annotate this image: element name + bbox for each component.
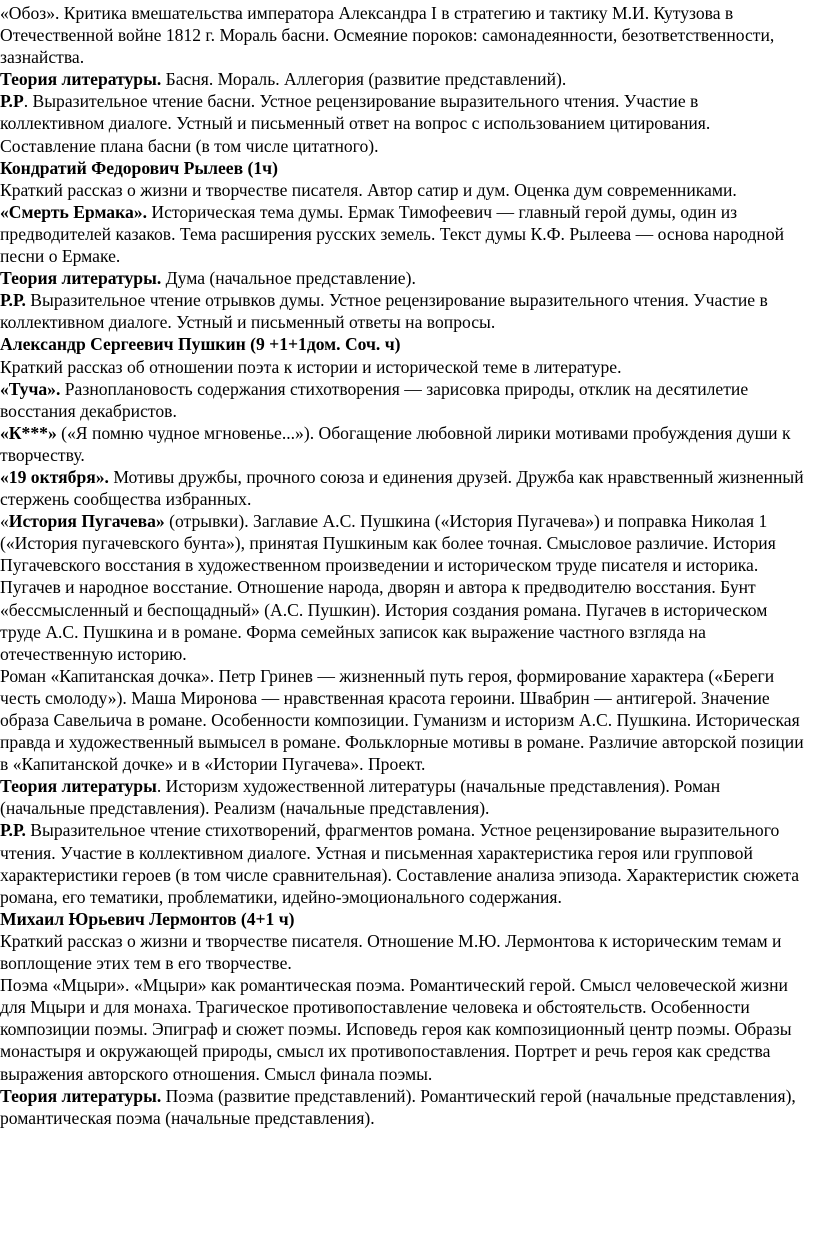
paragraph-text: Краткий рассказ о жизни и творчестве писателя. Отношение М.Ю. Лермонтова к историческим темам и воплощение этих тем в его творчестве. <box>0 930 782 974</box>
heading-label: Теория литературы. <box>0 69 162 90</box>
paragraph-tucha <box>0 378 804 422</box>
paragraph-theory-roman <box>0 775 804 819</box>
paragraph-theory-basnya <box>0 68 804 90</box>
paragraph-text: («Я помню чудное мгновенье...»). Обогащение любовной лирики мотивами пробуждения души к творчеству. <box>0 422 791 465</box>
paragraph-text: Мотивы дружбы, прочного союза и единения друзей. Дружба как нравственный жизненный стержень сообщества избранных. <box>0 466 804 510</box>
paragraph-oboz <box>0 2 804 68</box>
paragraph-text: . Историзм художественной литературы (начальные представления). Роман (начальные представления). Реализм (начальные представления). <box>0 776 721 819</box>
paragraph-theory-poema <box>0 1085 804 1129</box>
paragraph-smert-ermaka <box>0 201 804 267</box>
paragraph-text: Поэма (развитие представлений). Романтический герой (начальные представления), романтическая поэма (начальные представления). <box>0 1085 796 1128</box>
section-heading-lermontov <box>0 908 804 930</box>
paragraph-text: Разноплановость содержания стихотворения — зарисовка природы, отклик на десятилетие восстания декабристов. <box>0 378 749 421</box>
section-title: Александр Сергеевич Пушкин (9 +1+1дом. Соч. ч) <box>0 334 401 355</box>
section-title: Михаил Юрьевич Лермонтов (4+1 ч) <box>0 908 295 929</box>
paragraph-rr-basnya <box>0 90 804 156</box>
paragraph-rr-roman <box>0 819 804 907</box>
paragraph-lermontov-bio <box>0 930 804 974</box>
paragraph-text: Басня. Мораль. Аллегория (развитие представлений). <box>161 69 567 90</box>
paragraph-text: . Выразительное чтение басни. Устное рецензирование выразительного чтения. Участие в коллективном диалоге. Устный и письменный ответ на вопрос с использованием цитирования. Составление плана басни (в том числе цитатного). <box>0 91 711 156</box>
paragraph-pushkin-intro <box>0 356 804 378</box>
section-title: Кондратий Федорович Рылеев (1ч) <box>0 157 278 178</box>
paragraph-rr-duma <box>0 289 804 333</box>
work-title: «К***» <box>0 422 57 443</box>
paragraph-text: « <box>0 511 9 532</box>
paragraph-text: Краткий рассказ о жизни и творчестве писателя. Автор сатир и дум. Оценка дум современниками. <box>0 179 737 200</box>
heading-label: Теория литературы. <box>0 268 162 289</box>
paragraph-text: Историческая тема думы. Ермак Тимофеевич — главный герой думы, один из предводителей казаков. Тема расширения русских земель. Текст думы К.Ф. Рылеева — основа народной песни о Ермаке. <box>0 201 785 267</box>
heading-label: Теория литературы <box>0 776 157 797</box>
paragraph-text: (отрывки). Заглавие А.С. Пушкина («История Пугачева») и поправка Николая 1 («История пугачевского бунта»), принятая Пушкиным как более точная. Смысловое различие. История Пугачевского восстания в художественном произведении и историческом труде писателя и историка. Пугачев и народное восстание. Отношение народа, дворян и автора к предводителю восстания. Бунт «бессмысленный и беспощадный» (А.С. Пушкин). История создания романа. Пугачев в историческом труде А.С. Пушкина и в романе. Форма семейных записок как выражение частного взгляда на отечественную историю. <box>0 511 776 664</box>
paragraph-text: «Обоз». Критика вмешательства императора Александра I в стратегию и тактику М.И. Кутузова в Отечественной войне 1812 г. Мораль басни. Осмеяние пороков: самонадеянности, безответственности, зазнайства. <box>0 3 775 68</box>
paragraph-text: Поэма «Мцыри». «Мцыри» как романтическая поэма. Романтический герой. Смысл человеческой жизни для Мцыри и для монаха. Трагическое противопоставление человека и обстоятельств. Особенности композиции поэмы. Эпиграф и сюжет поэмы. Исповедь героя как композиционный центр поэмы. Образы монастыря и окружающей природы, смысл их противопоставления. Портрет и речь героя как средства выражения авторского отношения. Смысл финала поэмы. <box>0 975 792 1084</box>
work-title: «Смерть Ермака». <box>0 201 147 222</box>
heading-label: Теория литературы. <box>0 1085 162 1106</box>
paragraph-text: Выразительное чтение стихотворений, фрагментов романа. Устное рецензирование выразительного чтения. Участие в коллективном диалоге. Устная и письменная характеристика героя или групповой характеристики героев (в том числе сравнительная). Составление анализа эпизода. Характеристик сюжета романа, его тематики, проблематики, идейно-эмоционального содержания. <box>0 820 800 907</box>
paragraph-19-oktyabrya <box>0 466 804 510</box>
paragraph-text: Краткий рассказ об отношении поэта к истории и исторической теме в литературе. <box>0 356 622 377</box>
section-heading-pushkin <box>0 333 804 355</box>
paragraph-text: Роман «Капитанская дочка». Петр Гринев — жизненный путь героя, формирование характера («Береги честь смолоду»). Маша Миронова — нравственная красота героини. Швабрин — антигерой. Значение образа Савельича в романе. Особенности композиции. Гуманизм и историзм А.С. Пушкина. Историческая правда и художественный вымысел в романе. Фольклорные мотивы в романе. Различие авторской позиции в «Капитанской дочке» и в «Истории Пугачева». Проект. <box>0 665 804 775</box>
heading-label: Р.Р. <box>0 820 26 841</box>
paragraph-kapitanskaya-dochka <box>0 665 804 775</box>
work-title: «Туча». <box>0 378 61 399</box>
paragraph-text: Выразительное чтение отрывков думы. Устное рецензирование выразительного чтения. Участие в коллективном диалоге. Устный и письменный ответы на вопросы. <box>0 290 768 333</box>
paragraph-text: Дума (начальное представление). <box>161 268 416 289</box>
work-title: «19 октября». <box>0 466 109 487</box>
heading-label: Р.Р. <box>0 290 26 311</box>
work-title: История Пугачева» <box>8 511 165 532</box>
heading-label: Р.Р <box>0 91 24 112</box>
paragraph-k-star <box>0 422 804 466</box>
paragraph-theory-duma <box>0 267 804 289</box>
paragraph-ryleev-bio <box>0 179 804 201</box>
paragraph-mtsyri <box>0 974 804 1084</box>
section-heading-ryleev <box>0 157 804 179</box>
paragraph-istoriya-pugacheva <box>0 510 804 665</box>
